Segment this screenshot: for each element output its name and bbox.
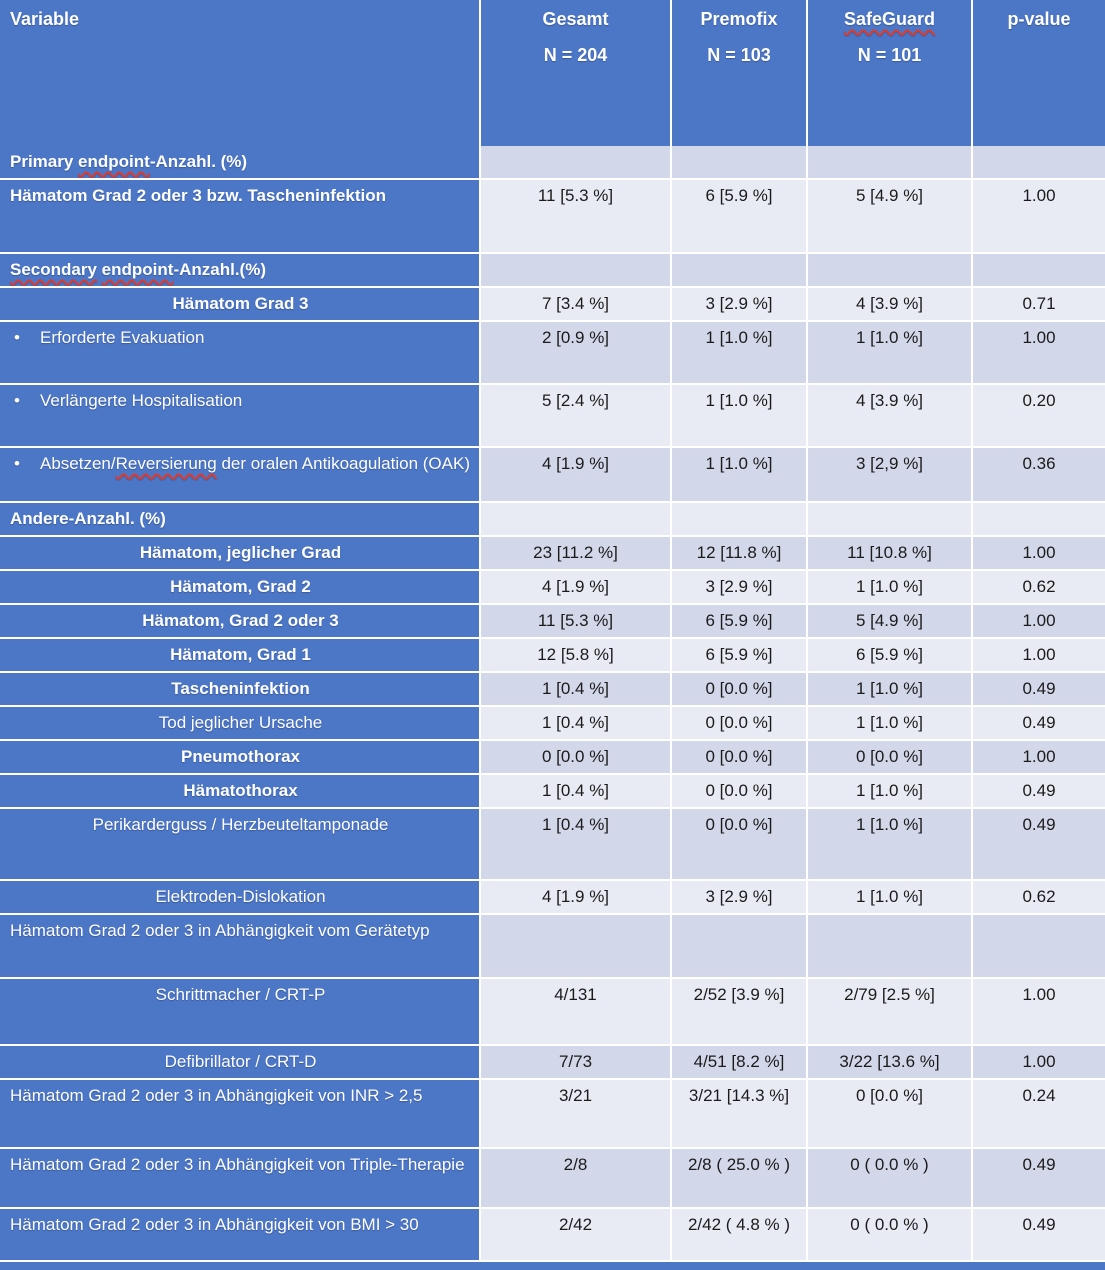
table-row [0,1209,1105,1260]
gesamt-cell[interactable]: 11 [5.3 %] [481,180,670,252]
table-bottom-border [0,1262,1105,1270]
column-label-pvalue: p-value [1007,9,1071,29]
row-label[interactable] [0,385,479,446]
premofix-cell[interactable]: 0 [0.0 %] [672,809,806,879]
row-label-text: Hämatom, Grad 2 oder 3 [142,611,339,630]
row-label[interactable] [0,1209,479,1260]
row-label-text: Pneumothorax [180,747,301,766]
gesamt-cell[interactable]: 11 [5.3 %] [481,605,670,637]
column-label-gesamt: Gesamt [542,9,609,29]
premofix-cell[interactable]: 1 [1.0 %] [672,385,806,446]
column-label-variable: Variable [10,9,80,29]
safeguard-cell[interactable]: 0 [0.0 %] [808,741,971,773]
gesamt-cell[interactable]: 5 [2.4 %] [481,385,670,446]
pvalue-cell[interactable]: 1.00 [973,979,1105,1044]
pvalue-cell[interactable] [973,503,1105,535]
row-label[interactable] [0,1149,479,1207]
row-label-text: Hämatom, jeglicher Grad [139,543,342,562]
row-label[interactable] [0,180,479,252]
row-label-text: Hämatom Grad 2 oder 3 in Abhängigkeit von Triple-Therapie [10,1155,465,1174]
safeguard-cell[interactable]: 3/22 [13.6 %] [808,1046,971,1078]
column-n-safeguard: N = 101 [857,45,922,65]
pvalue-cell[interactable]: 1.00 [973,180,1105,252]
gesamt-cell[interactable]: 4 [1.9 %] [481,571,670,603]
pvalue-cell[interactable]: 0.49 [973,707,1105,739]
safeguard-cell[interactable]: 2/79 [2.5 %] [808,979,971,1044]
gesamt-cell[interactable]: 3/21 [481,1080,670,1147]
misspelled-word: Reversierung [115,454,217,473]
premofix-cell[interactable]: 6 [5.9 %] [672,180,806,252]
premofix-cell[interactable]: 3/21 [14.3 %] [672,1080,806,1147]
pvalue-cell[interactable]: 0.71 [973,288,1105,320]
column-header-gesamt[interactable] [481,0,670,146]
gesamt-cell[interactable] [481,254,670,286]
row-label-text: Hämatom Grad 2 oder 3 in Abhängigkeit vom Gerätetyp [10,921,430,940]
pvalue-cell[interactable]: 0.20 [973,385,1105,446]
premofix-cell[interactable]: 0 [0.0 %] [672,741,806,773]
table-row [0,809,1105,879]
row-label-text: Elektroden-Dislokation [155,887,326,906]
safeguard-cell[interactable]: 11 [10.8 %] [808,537,971,569]
safeguard-cell[interactable]: 0 [0.0 %] [808,1080,971,1147]
row-label-text: -Anzahl. (%) [149,152,248,171]
gesamt-cell[interactable]: 2/8 [481,1149,670,1207]
row-label[interactable] [0,322,479,383]
pvalue-cell[interactable]: 0.49 [973,809,1105,879]
safeguard-cell[interactable]: 1 [1.0 %] [808,673,971,705]
table-header-row [0,0,1105,146]
pvalue-cell[interactable]: 1.00 [973,741,1105,773]
table-row [0,288,1105,320]
premofix-cell[interactable]: 3 [2.9 %] [672,881,806,913]
table-row [0,448,1105,501]
pvalue-cell[interactable]: 0.62 [973,571,1105,603]
row-label[interactable] [0,775,479,807]
table-row [0,741,1105,773]
premofix-cell[interactable]: 2/42 ( 4.8 % ) [672,1209,806,1260]
table-row [0,673,1105,705]
premofix-cell[interactable]: 4/51 [8.2 %] [672,1046,806,1078]
column-header-variable[interactable] [0,0,479,146]
bullet-icon: • [14,454,20,473]
table-row [0,322,1105,383]
safeguard-cell[interactable]: 3 [2,9 %] [808,448,971,501]
pvalue-cell[interactable]: 0.49 [973,1149,1105,1207]
safeguard-cell[interactable] [808,146,971,178]
gesamt-cell[interactable]: 1 [0.4 %] [481,707,670,739]
row-label-text: Defibrillator / CRT-D [164,1052,317,1071]
table-row [0,385,1105,446]
column-label-premofix: Premofix [700,9,778,29]
row-label[interactable] [0,809,479,879]
safeguard-cell[interactable]: 1 [1.0 %] [808,881,971,913]
row-label-text: der oralen Antikoagulation (OAK) [216,454,470,473]
safeguard-cell[interactable]: 0 ( 0.0 % ) [808,1149,971,1207]
premofix-cell[interactable] [672,503,806,535]
gesamt-cell[interactable]: 12 [5.8 %] [481,639,670,671]
table-row [0,775,1105,807]
column-header-premofix[interactable] [672,0,806,146]
safeguard-cell[interactable]: 1 [1.0 %] [808,775,971,807]
gesamt-cell[interactable]: 4/131 [481,979,670,1044]
row-label-text: Perikarderguss / Herzbeuteltamponade [92,815,389,834]
row-label[interactable] [0,146,479,178]
premofix-cell[interactable]: 0 [0.0 %] [672,707,806,739]
premofix-cell[interactable]: 6 [5.9 %] [672,639,806,671]
safeguard-cell[interactable] [808,915,971,977]
safeguard-cell[interactable]: 5 [4.9 %] [808,180,971,252]
pvalue-cell[interactable]: 0.49 [973,1209,1105,1260]
bullet-icon: • [14,328,20,347]
gesamt-cell[interactable]: 23 [11.2 %] [481,537,670,569]
bullet-icon: • [14,391,20,410]
row-label-text: Hämatom, Grad 2 [170,577,311,596]
premofix-cell[interactable]: 1 [1.0 %] [672,322,806,383]
row-label-text: Tascheninfektion [171,679,310,698]
row-label[interactable] [0,979,479,1044]
table-row [0,605,1105,637]
safeguard-cell[interactable]: 6 [5.9 %] [808,639,971,671]
safeguard-cell[interactable]: 0 ( 0.0 % ) [808,1209,971,1260]
row-label-text: Hämatom Grad 2 oder 3 bzw. Tascheninfektion [10,186,386,205]
row-label[interactable] [0,881,479,913]
pvalue-cell[interactable]: 1.00 [973,537,1105,569]
row-label[interactable] [0,503,479,535]
row-label[interactable] [0,1080,479,1147]
table-row [0,503,1105,535]
pvalue-cell[interactable]: 1.00 [973,322,1105,383]
pvalue-cell[interactable]: 0.24 [973,1080,1105,1147]
gesamt-cell[interactable]: 4 [1.9 %] [481,881,670,913]
row-label[interactable] [0,605,479,637]
gesamt-cell[interactable]: 2 [0.9 %] [481,322,670,383]
safeguard-cell[interactable]: 1 [1.0 %] [808,322,971,383]
column-label-safeguard: SafeGuard [843,9,936,29]
gesamt-cell[interactable]: 0 [0.0 %] [481,741,670,773]
premofix-cell[interactable] [672,915,806,977]
table-row [0,146,1105,178]
row-label[interactable] [0,288,479,320]
row-label[interactable] [0,254,479,286]
row-label-text: Hämatothorax [183,781,298,800]
table-row [0,915,1105,977]
premofix-cell[interactable]: 12 [11.8 %] [672,537,806,569]
safeguard-cell[interactable]: 1 [1.0 %] [808,707,971,739]
gesamt-cell[interactable]: 1 [0.4 %] [481,673,670,705]
pvalue-cell[interactable]: 0.49 [973,775,1105,807]
row-label-text: Erforderte Evakuation [40,328,205,347]
table-row [0,180,1105,252]
premofix-cell[interactable]: 3 [2.9 %] [672,288,806,320]
gesamt-cell[interactable]: 4 [1.9 %] [481,448,670,501]
premofix-cell[interactable]: 2/52 [3.9 %] [672,979,806,1044]
table-row [0,1149,1105,1207]
table-row [0,254,1105,286]
row-label[interactable] [0,571,479,603]
gesamt-cell[interactable] [481,503,670,535]
pvalue-cell[interactable]: 0.49 [973,673,1105,705]
premofix-cell[interactable]: 0 [0.0 %] [672,775,806,807]
safeguard-cell[interactable] [808,254,971,286]
table-row [0,1080,1105,1147]
safeguard-cell[interactable]: 5 [4.9 %] [808,605,971,637]
safeguard-cell[interactable]: 4 [3.9 %] [808,385,971,446]
misspelled-word: endpoint [101,260,174,279]
premofix-cell[interactable] [672,254,806,286]
row-label[interactable] [0,1046,479,1078]
pvalue-cell[interactable]: 0.62 [973,881,1105,913]
gesamt-cell[interactable]: 7 [3.4 %] [481,288,670,320]
premofix-cell[interactable]: 1 [1.0 %] [672,448,806,501]
pvalue-cell[interactable] [973,254,1105,286]
row-label-text: Primary [10,152,79,171]
misspelled-word: Secondary [10,260,97,279]
row-label-text: Hämatom Grad 2 oder 3 in Abhängigkeit von BMI > 30 [10,1215,419,1234]
column-header-safeguard[interactable] [808,0,971,146]
table-row [0,979,1105,1044]
column-n-premofix: N = 103 [707,45,771,65]
gesamt-cell[interactable] [481,915,670,977]
row-label-text: Absetzen/ [40,454,116,473]
pvalue-cell[interactable] [973,915,1105,977]
row-label[interactable] [0,639,479,671]
gesamt-cell[interactable]: 1 [0.4 %] [481,775,670,807]
safeguard-cell[interactable]: 1 [1.0 %] [808,571,971,603]
table-row [0,1046,1105,1078]
row-label[interactable] [0,707,479,739]
gesamt-cell[interactable]: 2/42 [481,1209,670,1260]
pvalue-cell[interactable] [973,146,1105,178]
row-label[interactable] [0,673,479,705]
premofix-cell[interactable]: 2/8 ( 25.0 % ) [672,1149,806,1207]
row-label-text: Hämatom Grad 2 oder 3 in Abhängigkeit von INR > 2,5 [10,1086,423,1105]
column-header-pvalue[interactable] [973,0,1105,146]
row-label[interactable] [0,915,479,977]
row-label-text: Andere-Anzahl. (%) [10,509,166,528]
table-row [0,881,1105,913]
gesamt-cell[interactable] [481,146,670,178]
pvalue-cell[interactable]: 0.36 [973,448,1105,501]
table-body [0,146,1105,1260]
pvalue-cell[interactable]: 1.00 [973,639,1105,671]
pvalue-cell[interactable]: 1.00 [973,605,1105,637]
premofix-cell[interactable]: 0 [0.0 %] [672,673,806,705]
safeguard-cell[interactable]: 4 [3.9 %] [808,288,971,320]
row-label-text: -Anzahl.(%) [173,260,266,279]
misspelled-word: endpoint [78,152,150,171]
row-label-text: Tod jeglicher Ursache [158,713,323,732]
row-label-text: Verlängerte Hospitalisation [40,391,243,410]
column-n-gesamt: N = 204 [543,45,608,65]
premofix-cell[interactable] [672,146,806,178]
row-label[interactable] [0,537,479,569]
safeguard-cell[interactable] [808,503,971,535]
table-row [0,707,1105,739]
table-row [0,537,1105,569]
row-label-text: Schrittmacher / CRT-P [155,985,326,1004]
row-label-text: Hämatom Grad 3 [172,294,309,313]
safeguard-cell[interactable]: 1 [1.0 %] [808,809,971,879]
table-row [0,571,1105,603]
premofix-cell[interactable]: 6 [5.9 %] [672,605,806,637]
premofix-cell[interactable]: 3 [2.9 %] [672,571,806,603]
pvalue-cell[interactable]: 1.00 [973,1046,1105,1078]
row-label[interactable] [0,741,479,773]
row-label-text: Hämatom, Grad 1 [170,645,311,664]
row-label[interactable] [0,448,479,501]
gesamt-cell[interactable]: 1 [0.4 %] [481,809,670,879]
gesamt-cell[interactable]: 7/73 [481,1046,670,1078]
table-row [0,639,1105,671]
